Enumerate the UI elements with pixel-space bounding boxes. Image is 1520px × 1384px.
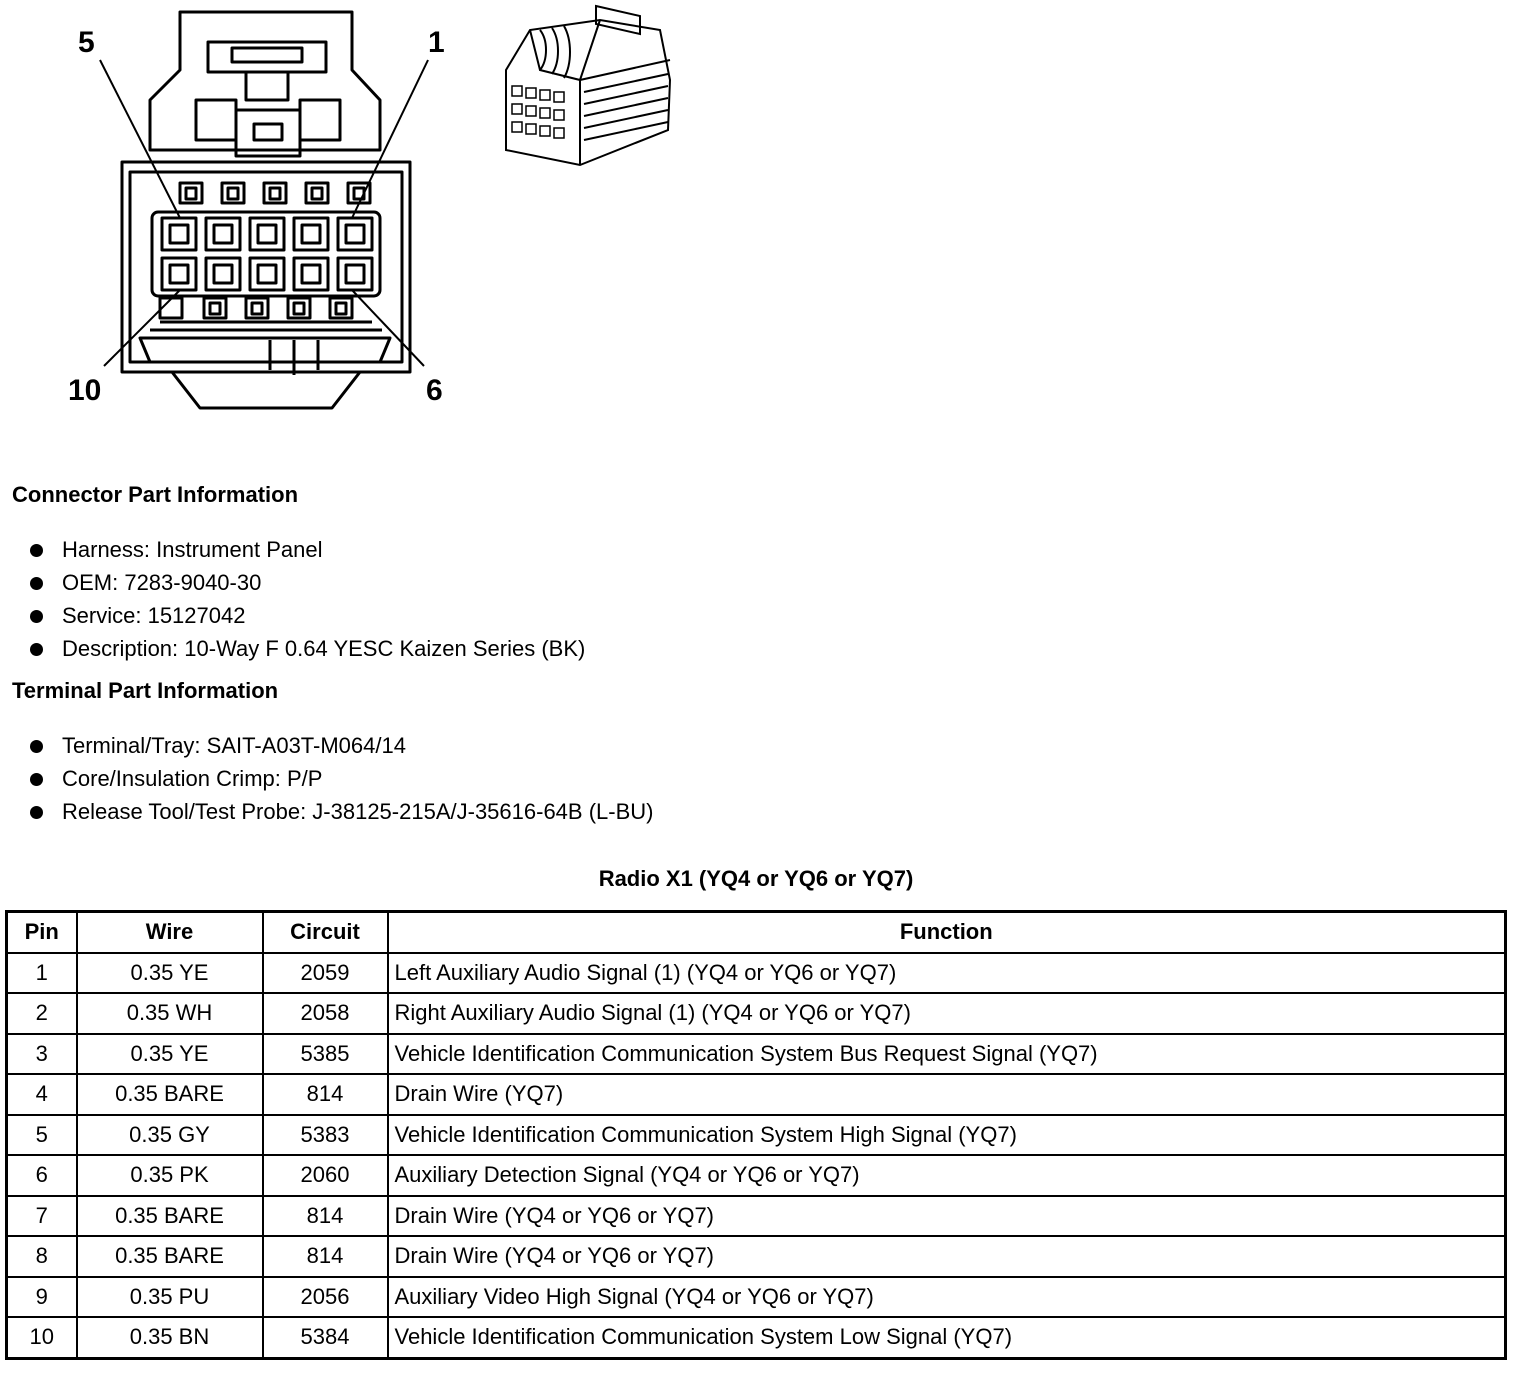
table-row <box>7 1317 1506 1358</box>
cell-circuit: 5384 <box>263 1317 388 1358</box>
table-row <box>7 953 1506 994</box>
cell-pin: 2 <box>7 993 77 1034</box>
pin-label-1: 1 <box>428 26 445 59</box>
cell-wire: 0.35 PU <box>77 1277 263 1318</box>
cell-function: Drain Wire (YQ4 or YQ6 or YQ7) <box>388 1196 1506 1237</box>
cell-wire: 0.35 GY <box>77 1115 263 1156</box>
cell-wire: 0.35 YE <box>77 1034 263 1075</box>
connector-part-info-heading: Connector Part Information <box>12 482 299 507</box>
table-row <box>7 993 1506 1034</box>
cell-pin: 4 <box>7 1074 77 1115</box>
pinout-table <box>5 910 1507 1360</box>
table-row <box>7 1034 1506 1075</box>
table-row <box>7 1115 1506 1156</box>
cell-function: Auxiliary Detection Signal (YQ4 or YQ6 or YQ7) <box>388 1155 1506 1196</box>
cell-pin: 8 <box>7 1236 77 1277</box>
terminal-part-info-list <box>30 729 653 828</box>
header-circuit: Circuit <box>263 912 388 953</box>
connector-part-info-list <box>30 533 585 665</box>
cell-function: Vehicle Identification Communication System High Signal (YQ7) <box>388 1115 1506 1156</box>
pin-label-10: 10 <box>68 374 102 407</box>
cell-pin: 7 <box>7 1196 77 1237</box>
cell-wire: 0.35 YE <box>77 953 263 994</box>
cell-function: Auxiliary Video High Signal (YQ4 or YQ6 or YQ7) <box>388 1277 1506 1318</box>
cell-function: Vehicle Identification Communication System Low Signal (YQ7) <box>388 1317 1506 1358</box>
list-item: OEM: 7283-9040-30 <box>30 566 585 599</box>
cell-function: Vehicle Identification Communication System Bus Request Signal (YQ7) <box>388 1034 1506 1075</box>
cell-function: Right Auxiliary Audio Signal (1) (YQ4 or YQ6 or YQ7) <box>388 993 1506 1034</box>
header-wire: Wire <box>77 912 263 953</box>
cell-circuit: 2059 <box>263 953 388 994</box>
table-header-row <box>7 912 1506 953</box>
cell-pin: 1 <box>7 953 77 994</box>
list-item: Description: 10-Way F 0.64 YESC Kaizen Series (BK) <box>30 632 585 665</box>
cell-function: Drain Wire (YQ7) <box>388 1074 1506 1115</box>
table-row <box>7 1196 1506 1237</box>
cell-pin: 10 <box>7 1317 77 1358</box>
cell-circuit: 814 <box>263 1074 388 1115</box>
cell-circuit: 2058 <box>263 993 388 1034</box>
cell-pin: 3 <box>7 1034 77 1075</box>
cell-circuit: 814 <box>263 1196 388 1237</box>
header-pin: Pin <box>7 912 77 953</box>
list-item: Core/Insulation Crimp: P/P <box>30 762 653 795</box>
cell-circuit: 5385 <box>263 1034 388 1075</box>
table-title: Radio X1 (YQ4 or YQ6 or YQ7) <box>598 866 914 891</box>
table-row <box>7 1074 1506 1115</box>
table-row <box>7 1236 1506 1277</box>
cell-wire: 0.35 BARE <box>77 1196 263 1237</box>
connector-diagram <box>0 0 720 420</box>
cell-wire: 0.35 BARE <box>77 1236 263 1277</box>
pin-label-5: 5 <box>78 26 95 59</box>
cell-pin: 6 <box>7 1155 77 1196</box>
header-function: Function <box>388 912 1506 953</box>
connector-iso-icon <box>506 6 670 165</box>
cell-function: Left Auxiliary Audio Signal (1) (YQ4 or YQ6 or YQ7) <box>388 953 1506 994</box>
cell-pin: 5 <box>7 1115 77 1156</box>
list-item: Service: 15127042 <box>30 599 585 632</box>
list-item: Release Tool/Test Probe: J-38125-215A/J-35616-64B (L-BU) <box>30 795 653 828</box>
cell-pin: 9 <box>7 1277 77 1318</box>
cell-wire: 0.35 PK <box>77 1155 263 1196</box>
table-row <box>7 1277 1506 1318</box>
terminal-part-info-heading: Terminal Part Information <box>12 678 279 703</box>
table-row <box>7 1155 1506 1196</box>
cell-wire: 0.35 BN <box>77 1317 263 1358</box>
cell-circuit: 2056 <box>263 1277 388 1318</box>
list-item: Terminal/Tray: SAIT-A03T-M064/14 <box>30 729 653 762</box>
pin-label-6: 6 <box>426 374 443 407</box>
cell-wire: 0.35 BARE <box>77 1074 263 1115</box>
cell-circuit: 5383 <box>263 1115 388 1156</box>
cell-wire: 0.35 WH <box>77 993 263 1034</box>
cell-circuit: 814 <box>263 1236 388 1277</box>
list-item: Harness: Instrument Panel <box>30 533 585 566</box>
cell-function: Drain Wire (YQ4 or YQ6 or YQ7) <box>388 1236 1506 1277</box>
cell-circuit: 2060 <box>263 1155 388 1196</box>
